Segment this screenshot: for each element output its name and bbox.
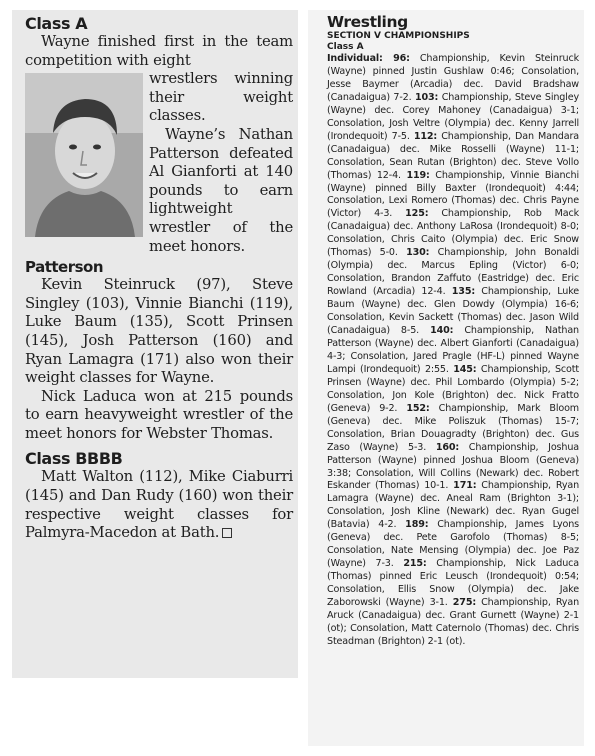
weight-class-label: 215:	[403, 558, 427, 570]
weight-class-result: Championship, Nathan Patterson (Wayne) dec. Albert Gianforti (Canadaigua) 4-3; Consolation, Jared Pragle (HF-L) pinned Wayne Lampi (Irondequoit) 2:55.	[327, 325, 579, 375]
class-a-heading: Class A	[25, 14, 88, 33]
results-content	[327, 13, 579, 649]
weight-class-label: 140:	[430, 325, 454, 337]
portrait-image	[25, 73, 143, 237]
weight-class-label: 152:	[406, 402, 430, 414]
class-a-article	[12, 10, 298, 678]
results-subtitle: SECTION V CHAMPIONSHIPS	[327, 31, 470, 41]
wrestling-results-box	[308, 10, 584, 746]
weight-class-result: Championship, Mark Bloom (Geneva) dec. Mike Poliszuk (Thomas) 15-7; Consolation, Brian Douagradty (Brighton) dec. Gus Zaso (Wayne) 5-3.	[327, 402, 579, 453]
weight-class-label: 103:	[414, 91, 439, 103]
weight-class-result: Championship, Rob Mack (Canadaigua) dec. Anthony LaRosa (Irondequoit) 8-0; Consolation, Chris Caito (Olympia) dec. Eric Snow (Thomas) 5-0.	[327, 208, 579, 259]
patterson-photo	[25, 73, 143, 237]
weight-class-result: Championship, Luke Baum (Wayne) dec. Glen Dowdy (Olympia) 16-6; Consolation, Kevin Sackett (Thomas) dec. Jason Wild (Canadaigua) 8-5.	[327, 286, 580, 337]
weight-class-label: 145:	[453, 363, 477, 375]
weight-class-label: 130:	[406, 247, 430, 259]
palmyra-paragraph	[25, 468, 293, 542]
weight-class-label: 171:	[453, 480, 477, 492]
weight-class-label: 275:	[452, 597, 477, 609]
weight-class-result: Championship, James Lyons (Geneva) dec. Pete Garofolo (Thomas) 8-5; Consolation, Nate Mensing (Olympia) dec. Joe Paz (Wayne) 7-3.	[327, 519, 579, 570]
palmyra-text: Matt Walton (112), Mike Ciaburri (145) and Dan Rudy (160) won their respective weight classes for Palmyra-Macedon at Bath.	[25, 468, 293, 542]
results-class-label: Class A	[327, 42, 364, 52]
weight-class-label: 119:	[406, 169, 430, 181]
weight-class-label: 125:	[405, 208, 429, 220]
patterson-paragraph: Wayne’s Nathan Patterson defeated Al Gianforti at 140 pounds to earn lightweight wrestler of the meet honors.	[149, 125, 293, 255]
weight-class-result: Championship, Kevin Steinruck (Wayne) pinned Justin Gushlaw 0:46; Consolation, Jesse Baymer (Arcadia) dec. David Bradshaw (Canadaigua) 7-2.	[327, 53, 579, 103]
weight-class-result: Championship, Ryan Aruck (Canadaigua) dec. Grant Gurnett (Wayne) 2-1 (ot); Consolation, Matt Caternolo (Thomas) dec. Chris Steadman (Brighton) 2-1 (ot).	[327, 597, 579, 647]
intro-paragraph-line2: wrestlers winning their weight classes.	[149, 70, 293, 125]
weight-class-label: 160:	[435, 441, 460, 453]
results-text	[327, 53, 579, 649]
results-title: Wrestling	[327, 13, 408, 31]
end-mark-icon	[222, 528, 232, 538]
winners-paragraph: Kevin Steinruck (97), Steve Singley (103), Vinnie Bianchi (119), Luke Baum (135), Scott Prinsen (145), Josh Patterson (160) and Ryan Lamagra (171) also won their weight classes for Wayne.	[25, 276, 293, 387]
weight-class-result: Championship, Ryan Lamagra (Wayne) dec. Aneal Ram (Brighton 3-1); Consolation, Josh Kline (Newark) dec. Ryan Gugel (Batavia) 4-2.	[327, 480, 580, 531]
weight-class-label: 189:	[405, 519, 429, 531]
weight-class-label: 112:	[413, 130, 438, 142]
weight-class-label: 135:	[451, 286, 476, 298]
weight-class-label: Individual: 96:	[327, 53, 410, 64]
weight-class-result: Championship, Vinnie Bianchi (Wayne) pinned Billy Baxter (Irondequoit) 4:44; Consolation, Lexi Romero (Thomas) dec. Chris Payne (Victor) 4-3.	[327, 169, 579, 220]
photo-caption: Patterson	[25, 258, 104, 277]
weight-class-result: Championship, John Bonaldi (Olympia) dec. Marcus Epling (Victor) 6-0; Consolation, Brandon Zaffuto (Eastridge) dec. Eric Rowland (Arcadia) 12-4.	[327, 247, 579, 298]
intro-paragraph-line1: Wayne finished first in the team competition with eight	[25, 33, 293, 69]
article-content	[25, 14, 293, 543]
weight-class-result: Championship, Nick Laduca (Thomas) pinned Eric Leusch (Irondequoit) 0:54; Consolation, Ellis Snow (Olympia) dec. Jake Zaborowski (Wayne) 3-1.	[327, 558, 579, 609]
laduca-paragraph: Nick Laduca won at 215 pounds to earn heavyweight wrestler of the meet honors for Webster Thomas.	[25, 387, 293, 442]
class-bbbb-heading: Class BBBB	[25, 449, 123, 469]
weight-class-result: Championship, Steve Singley (Wayne) dec. Corey Mahoney (Canadaigua) 3-1; Consolation, Josh Veltre (Olympia) dec. Kenny Jarrell (Irondequoit) 7-5.	[327, 91, 579, 142]
weight-class-result: Championship, Dan Mandara (Canadaigua) dec. Mike Rosselli (Wayne) 11-1; Consolation, Sean Rutan (Brighton) dec. Steve Vollo (Thomas) 12-4.	[327, 130, 579, 181]
weight-class-result: Championship, Scott Prinsen (Wayne) dec. Phil Lombardo (Olympia) 5-2; Consolation, Jon Kole (Brighton) dec. Nick Fratto (Geneva) 9-2.	[327, 363, 579, 414]
weight-class-result: Championship, Joshua Patterson (Wayne) pinned Joshua Bloom (Geneva) 3:38; Consolation, Will Collins (Newark) dec. Robert Eskander (Thomas) 10-1.	[327, 441, 579, 492]
